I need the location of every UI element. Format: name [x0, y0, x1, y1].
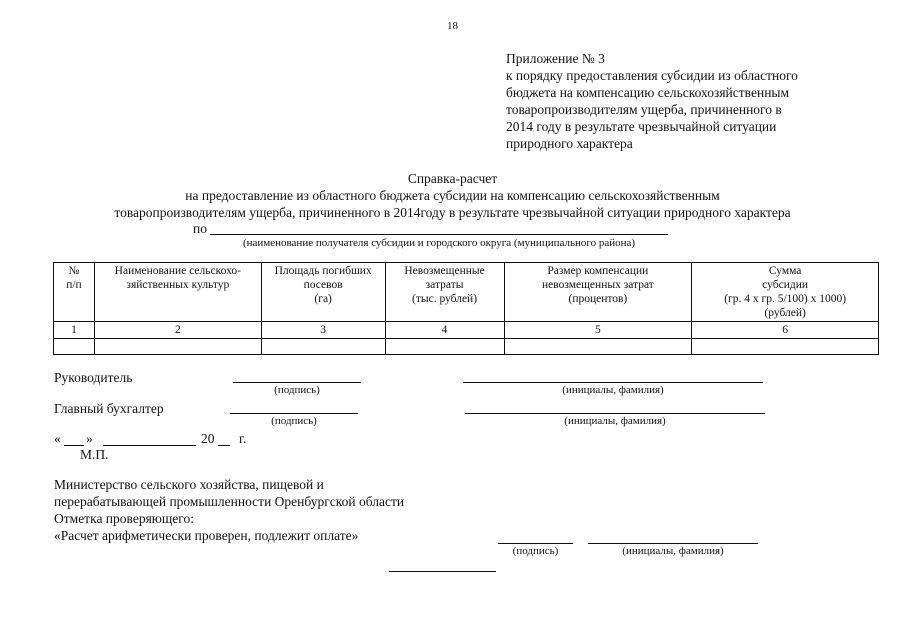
table-cell[interactable]: [385, 339, 504, 355]
date-month-line[interactable]: [103, 445, 196, 446]
appendix-line: бюджета на компенсацию сельскохозяйственным: [506, 85, 790, 100]
name-note: (инициалы, фамилия): [562, 384, 664, 396]
table-cell[interactable]: [504, 339, 692, 355]
table-cell[interactable]: [94, 339, 261, 355]
column-header-number: № п/п: [54, 263, 95, 322]
column-header-subsidy: Сумма субсидии (гр. 4 х гр. 5/100) х 1000) (рублей): [692, 263, 879, 322]
head-signature-line[interactable]: [233, 382, 361, 383]
ministry-name: Министерство сельского хозяйства, пищевой и: [54, 477, 324, 492]
calculation-table: [53, 262, 879, 355]
date-close-quote: »: [86, 431, 93, 446]
column-number: 3: [261, 322, 385, 339]
accountant-label: Главный бухгалтер: [54, 401, 164, 416]
recipient-note: (наименование получателя субсидии и городского округа (муниципального района): [242, 237, 636, 249]
date-day-line[interactable]: [64, 445, 84, 446]
table-row: [54, 339, 879, 355]
document-subtitle: товаропроизводителям ущерба, причиненного в 2014году в результате чрезвычайной ситуации природного характера: [114, 205, 791, 220]
date-year-suffix: г.: [239, 431, 247, 446]
stamp-label: М.П.: [80, 447, 109, 462]
table-cell[interactable]: [261, 339, 385, 355]
document-subtitle: на предоставление из областного бюджета субсидии на компенсацию сельскохозяйственным: [185, 188, 720, 203]
column-number: 1: [54, 322, 95, 339]
signature-note: (подпись): [512, 545, 559, 557]
date-signature-line[interactable]: [389, 571, 496, 572]
appendix-block: [506, 50, 798, 152]
name-note: (инициалы, фамилия): [622, 545, 724, 557]
appendix-line: к порядку предоставления субсидии из областного: [506, 68, 798, 83]
page-number: 18: [447, 20, 458, 32]
document-title: Справка-расчет: [407, 171, 498, 186]
recipient-field-line[interactable]: [210, 234, 668, 235]
accountant-name-line[interactable]: [465, 413, 765, 414]
date-open-quote: «: [54, 431, 61, 446]
name-note: (инициалы, фамилия): [564, 415, 666, 427]
appendix-line: товаропроизводителям ущерба, причиненного в: [506, 102, 782, 117]
appendix-line: 2014 году в результате чрезвычайной ситуации: [506, 119, 777, 134]
head-label: Руководитель: [54, 370, 133, 385]
column-header-crop: Наименование сельскохо- зяйственных культур: [94, 263, 261, 322]
table-row: [54, 322, 879, 339]
verification-text: «Расчет арифметически проверен, подлежит оплате»: [54, 528, 359, 543]
date-year-prefix: 20: [201, 431, 215, 446]
column-header-costs: Невозмещенные затраты (тыс. рублей): [385, 263, 504, 322]
checker-signature-line[interactable]: [498, 543, 573, 544]
accountant-signature-line[interactable]: [230, 413, 358, 414]
appendix-line: природного характера: [506, 136, 633, 151]
table-cell[interactable]: [54, 339, 95, 355]
recipient-label: по: [193, 221, 207, 236]
head-name-line[interactable]: [463, 382, 763, 383]
checker-name-line[interactable]: [588, 543, 758, 544]
appendix-title: Приложение № 3: [506, 51, 605, 66]
signature-note: (подпись): [271, 415, 317, 427]
ministry-name: перерабатывающей промышленности Оренбургской области: [54, 494, 405, 509]
column-header-area: Площадь погибших посевов (га): [261, 263, 385, 322]
checker-label: Отметка проверяющего:: [54, 511, 194, 526]
column-number: 6: [692, 322, 879, 339]
table-cell[interactable]: [692, 339, 879, 355]
column-number: 5: [504, 322, 692, 339]
signature-note: (подпись): [274, 384, 320, 396]
column-number: 2: [94, 322, 261, 339]
table-header-row: [54, 263, 879, 322]
column-number: 4: [385, 322, 504, 339]
column-header-compensation: Размер компенсации невозмещенных затрат (процентов): [504, 263, 692, 322]
date-year-line[interactable]: [218, 445, 230, 446]
